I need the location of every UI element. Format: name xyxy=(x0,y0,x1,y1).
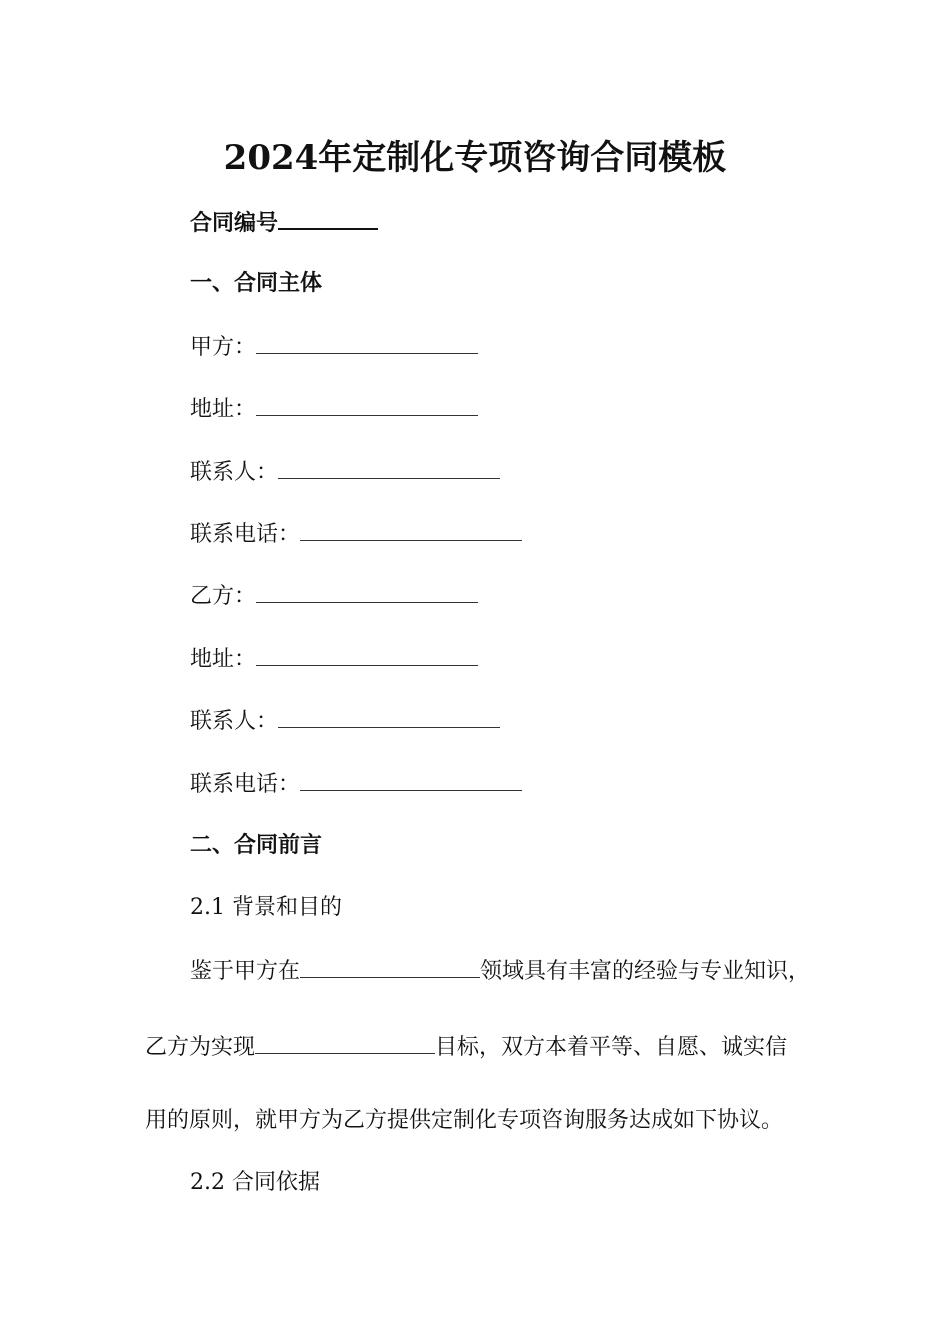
section-heading-parties: 一、合同主体 xyxy=(190,270,323,296)
contact-b-label: 联系人： xyxy=(190,709,279,734)
paragraph-2-text-b: 目标，双方本着平等、自愿、诚实信 xyxy=(435,1035,788,1060)
contract-number-line xyxy=(190,206,378,238)
subsection-2-1: 2.1 背景和目的 xyxy=(190,895,342,920)
address-b-line xyxy=(190,643,478,675)
paragraph-line-1 xyxy=(190,955,810,987)
phone-b-line xyxy=(190,768,522,800)
paragraph-1-text-a: 鉴于甲方在 xyxy=(190,959,301,984)
section-heading-preamble: 二、合同前言 xyxy=(190,832,323,858)
party-b-blank[interactable] xyxy=(256,580,478,603)
address-a-line xyxy=(190,393,478,425)
address-a-blank[interactable] xyxy=(256,393,478,416)
phone-b-blank[interactable] xyxy=(300,768,522,791)
contact-a-label: 联系人： xyxy=(190,460,279,485)
party-b-label: 乙方： xyxy=(190,584,257,609)
contract-number-blank[interactable] xyxy=(278,206,378,230)
party-b-line xyxy=(190,580,478,612)
phone-a-label: 联系电话： xyxy=(190,522,301,547)
paragraph-line-3: 用的原则，就甲方为乙方提供定制化专项咨询服务达成如下协议。 xyxy=(145,1108,784,1133)
address-a-label: 地址： xyxy=(190,397,257,422)
subsection-2-2: 2.2 合同依据 xyxy=(190,1170,320,1195)
phone-a-line xyxy=(190,518,522,550)
address-b-label: 地址： xyxy=(190,647,257,672)
field-blank[interactable] xyxy=(300,955,480,978)
party-a-blank[interactable] xyxy=(256,331,478,354)
contact-b-line xyxy=(190,705,500,737)
contact-b-blank[interactable] xyxy=(278,705,500,728)
paragraph-2-text-a: 乙方为实现 xyxy=(145,1035,256,1060)
paragraph-1-text-b: 领域具有丰富的经验与专业知识， xyxy=(480,959,811,984)
phone-b-label: 联系电话： xyxy=(190,772,301,797)
contract-number-label: 合同编号 xyxy=(190,210,279,236)
paragraph-line-2 xyxy=(145,1031,787,1063)
goal-blank[interactable] xyxy=(255,1031,435,1054)
contact-a-line xyxy=(190,456,500,488)
address-b-blank[interactable] xyxy=(256,643,478,666)
document-title: 2024年定制化专项咨询合同模板 xyxy=(223,138,727,178)
party-a-line xyxy=(190,331,478,363)
contact-a-blank[interactable] xyxy=(278,456,500,479)
phone-a-blank[interactable] xyxy=(300,518,522,541)
party-a-label: 甲方： xyxy=(190,335,257,360)
